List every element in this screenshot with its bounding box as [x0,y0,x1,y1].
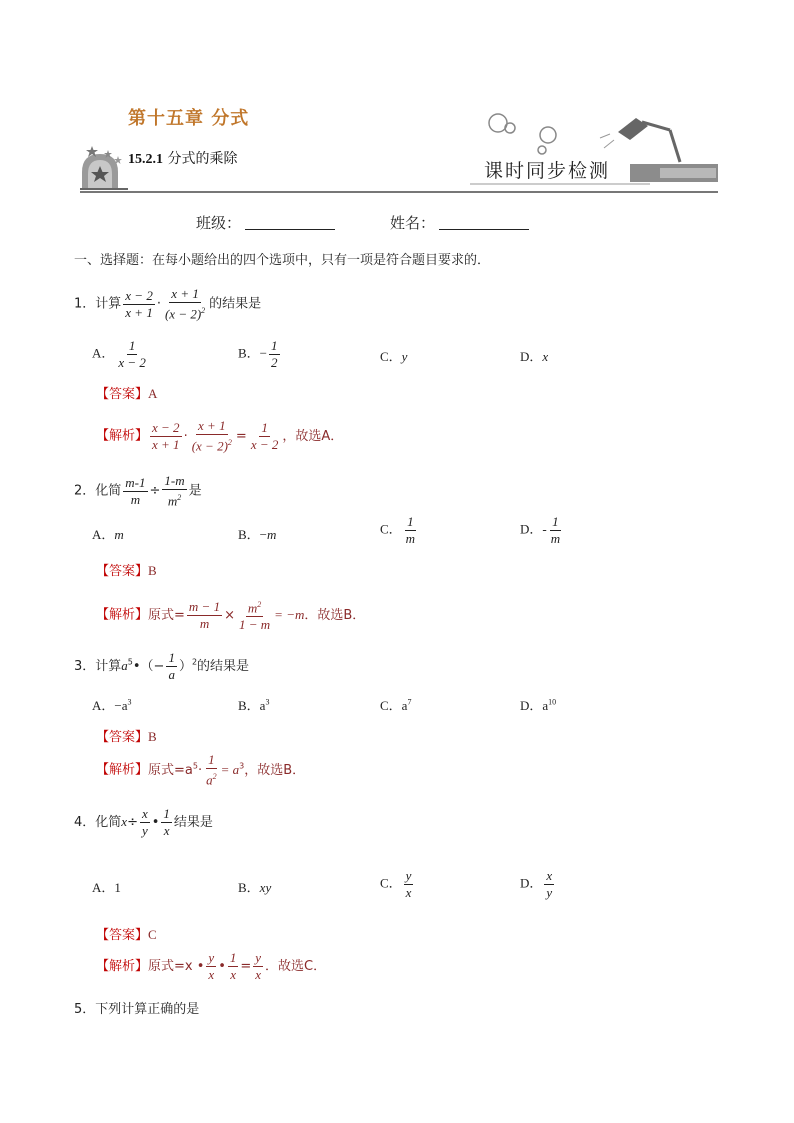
q1-frac-2: $\frac{x + 1}{(x - 2)^2}$ [164,286,206,322]
q1-option-d: D．x [520,349,549,364]
q2-explanation: 【解析】原式= $\frac{m - 1}{m}$ × $\frac{m^2}{1 - m}$ = −m．故选B． [96,598,366,633]
q3-option-c: C．$a^7$ [380,697,412,713]
q1-option-b: B．− $\frac{1}{2}$ [238,338,278,370]
class-field [196,212,335,233]
q4-option-d: D． $\frac{x}{y}$ [520,868,553,900]
q3-option-a: A．$-a^3$ [92,697,132,713]
name-label: 姓名： [390,214,436,232]
q2-option-d: D．- $\frac{1}{m}$ [520,514,561,546]
q1-answer: 【答案】A [96,386,158,402]
q2-answer: 【答案】B [96,563,157,579]
q1-option-c: C．y [380,349,408,364]
question-5: 5．下列计算正确的是 [74,1002,200,1017]
chapter-title: 第十五章 分式 [128,108,250,129]
q3-option-d: D．$a^{10}$ [520,697,557,713]
q2-option-b: B．−m [238,527,277,542]
q3-option-b: B．$a^3$ [238,697,270,713]
section-number: 15.2.1 [128,152,163,167]
q2-option-c: C． $\frac{1}{m}$ [380,514,416,546]
q4-option-b: B．xy [238,880,272,895]
name-blank[interactable] [439,215,529,230]
brand-title: 课时同步检测 [484,160,611,182]
q4-option-a: A．1 [92,880,121,895]
bubbles-icon [489,114,556,154]
q1-frac-1: $\frac{x - 2}{x + 1}$ [125,287,153,320]
q4-explanation: 【解析】原式=x • $\frac{y}{x}$ • $\frac{1}{x}$ = $\frac{y}{x}$ ．故选C． [96,950,327,982]
instructions: 一、选择题：在每小题给出的四个选项中，只有一项是符合题目要求的． [74,253,491,268]
question-1: 1．计算 $\frac{x - 2}{x + 1}$ · $\frac{x + 1}{(x - 2)^2}$ 的结果是 [74,286,262,322]
question-4: 4．化简x÷ $\frac{x}{y}$ • $\frac{1}{x}$ 结果是 [74,806,213,838]
q3-explanation: 【解析】原式$=a^5\cdot$ $\frac{1}{a^2}$ = $a^3$，故选B． [96,752,306,788]
q4-answer: 【答案】C [96,927,157,943]
q1-prefix: 1．计算 [74,296,122,312]
desk-lamp-icon [600,118,680,162]
section-name: 分式的乘除 [167,151,238,167]
star-badge-icon [82,146,122,188]
q1-suffix: 的结果是 [209,296,262,312]
section-title [128,148,237,168]
class-blank[interactable] [245,215,335,230]
question-2: 2．化简 $\frac{m-1}{m}$ ÷ $\frac{1-m}{m^2}$ 是 [74,473,202,509]
q4-option-c: C． $\frac{y}{x}$ [380,868,412,900]
q1-option-a: A． $\frac{1}{x - 2}$ [92,338,146,370]
question-3: 3．计算$a^5•(-$ $\frac{1}{a}$ ）$^2$的结果是 [74,650,250,682]
q3-answer: 【答案】B [96,729,157,745]
q1-explanation: 【解析】 $\frac{x - 2}{x + 1}$ · $\frac{x + 1}{(x - 2)^2}$ = $\frac{1}{x - 2}$ ，故选A． [96,418,344,454]
class-label: 班级： [196,214,242,232]
q2-option-a: A．m [92,527,124,542]
name-field [390,212,529,233]
